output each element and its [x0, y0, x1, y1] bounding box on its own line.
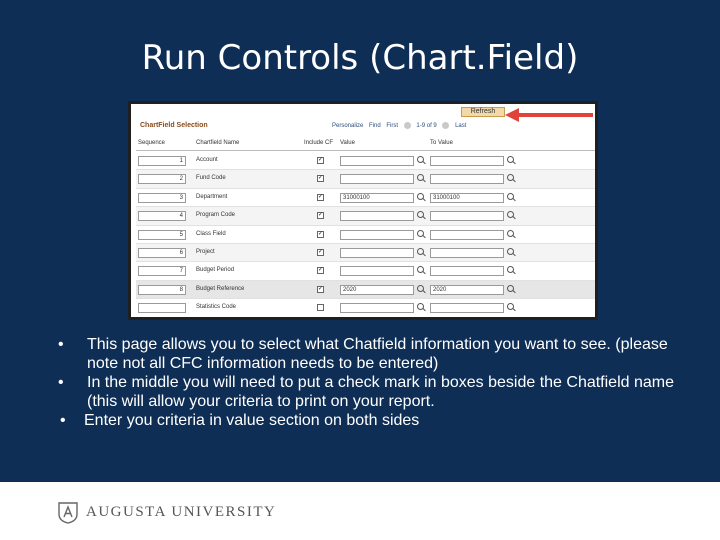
- value-input[interactable]: [340, 248, 414, 258]
- lookup-icon[interactable]: [417, 266, 426, 275]
- lookup-icon[interactable]: [417, 230, 426, 239]
- bullet-marker: •: [58, 336, 64, 353]
- next-arrow-icon[interactable]: [442, 122, 449, 129]
- lookup-icon[interactable]: [507, 266, 516, 275]
- chartfield-name: Statistics Code: [196, 304, 237, 311]
- footer: [0, 482, 720, 540]
- to-value-input[interactable]: [430, 266, 504, 276]
- prev-arrow-icon[interactable]: [404, 122, 411, 129]
- bullet-marker: •: [58, 374, 64, 391]
- chartfield-name: Class Field: [196, 230, 226, 237]
- slide-title: Run Controls (Chart.Field): [141, 38, 579, 78]
- to-value-input[interactable]: [430, 174, 504, 184]
- lookup-icon[interactable]: [507, 248, 516, 257]
- sequence-input[interactable]: [138, 303, 186, 313]
- lookup-icon[interactable]: [507, 211, 516, 220]
- table-row: [136, 170, 596, 188]
- sequence-input[interactable]: 2: [138, 174, 186, 184]
- lookup-icon[interactable]: [417, 193, 426, 202]
- lookup-icon[interactable]: [507, 193, 516, 202]
- col-sequence: Sequence: [138, 140, 166, 146]
- include-cf-checkbox[interactable]: ✓: [318, 248, 324, 255]
- sequence-input[interactable]: 6: [138, 248, 186, 258]
- sequence-input[interactable]: 4: [138, 211, 186, 221]
- table-row: [136, 152, 596, 170]
- bullet-text: This page allows you to select what Chatfield information you want to see. (please note not all CFC information needs to be entered): [87, 336, 668, 372]
- lookup-icon[interactable]: [417, 211, 426, 220]
- value-input[interactable]: [340, 174, 414, 184]
- bullet-item: [58, 335, 698, 373]
- chartfield-name: Fund Code: [196, 175, 226, 182]
- sequence-input[interactable]: 3: [138, 193, 186, 203]
- sequence-input[interactable]: 5: [138, 230, 186, 240]
- value-input[interactable]: [340, 230, 414, 240]
- sequence-input[interactable]: 8: [138, 285, 186, 295]
- chartfield-name: Program Code: [196, 212, 236, 219]
- refresh-button[interactable]: Refresh: [461, 107, 505, 117]
- bullet-text: Enter you criteria in value section on both sides: [84, 412, 420, 429]
- bullet-item: [58, 411, 698, 430]
- chartfield-rows: [136, 152, 596, 318]
- sequence-input[interactable]: 1: [138, 156, 186, 166]
- to-value-input[interactable]: [430, 211, 504, 221]
- chartfield-name: Project: [196, 248, 215, 255]
- value-input[interactable]: 2020: [340, 285, 414, 295]
- table-row: [136, 244, 596, 262]
- to-value-input[interactable]: 2020: [430, 285, 504, 295]
- include-cf-checkbox[interactable]: ✓: [318, 175, 324, 182]
- chartfield-name: Budget Reference: [196, 285, 245, 292]
- to-value-input[interactable]: [430, 248, 504, 258]
- university-logo-text: AUGUSTA UNIVERSITY: [86, 504, 277, 520]
- lookup-icon[interactable]: [507, 285, 516, 294]
- value-input[interactable]: [340, 211, 414, 221]
- lookup-icon[interactable]: [417, 303, 426, 312]
- col-chartfield-name: Chartfield Name: [196, 140, 240, 146]
- include-cf-checkbox[interactable]: ✓: [318, 212, 324, 219]
- include-cf-checkbox[interactable]: ✓: [318, 193, 324, 200]
- column-headers: [136, 137, 596, 151]
- col-include-cf: Include CF: [304, 140, 334, 146]
- personalize-link[interactable]: Personalize: [332, 123, 364, 130]
- include-cf-checkbox[interactable]: [317, 304, 324, 311]
- to-value-input[interactable]: [430, 303, 504, 313]
- value-input[interactable]: [340, 266, 414, 276]
- lookup-icon[interactable]: [417, 174, 426, 183]
- chartfield-name: Account: [196, 157, 218, 163]
- table-row: [136, 189, 596, 207]
- lookup-icon[interactable]: [507, 230, 516, 239]
- chartfield-name: Department: [196, 193, 228, 200]
- include-cf-checkbox[interactable]: ✓: [318, 285, 324, 292]
- table-row: [136, 281, 596, 299]
- bullet-list: [58, 335, 698, 430]
- grid-title: ChartField Selection: [140, 122, 208, 129]
- bullet-marker: •: [60, 412, 66, 429]
- chartfield-screenshot: [128, 101, 598, 320]
- table-row: [136, 299, 596, 317]
- include-cf-checkbox[interactable]: ✓: [318, 267, 324, 274]
- red-arrow-icon: [505, 108, 595, 122]
- augusta-university-shield-icon: [58, 502, 78, 524]
- to-value-input[interactable]: [430, 230, 504, 240]
- find-link[interactable]: Find: [369, 123, 381, 130]
- table-row: [136, 262, 596, 280]
- bullet-item: [58, 373, 698, 411]
- lookup-icon[interactable]: [507, 156, 516, 165]
- col-value: Value: [340, 140, 355, 146]
- to-value-input[interactable]: 31000100: [430, 193, 504, 203]
- lookup-icon[interactable]: [507, 174, 516, 183]
- col-to-value: To Value: [430, 140, 453, 146]
- lookup-icon[interactable]: [417, 285, 426, 294]
- include-cf-checkbox[interactable]: ✓: [318, 157, 324, 163]
- last-link[interactable]: Last: [455, 123, 467, 130]
- chartfield-name: Budget Period: [196, 267, 235, 274]
- table-row: [136, 226, 596, 244]
- value-input[interactable]: [340, 156, 414, 166]
- row-range: 1-9 of 9: [416, 123, 437, 130]
- to-value-input[interactable]: [430, 156, 504, 166]
- include-cf-checkbox[interactable]: ✓: [318, 230, 324, 237]
- sequence-input[interactable]: 7: [138, 266, 186, 276]
- first-link[interactable]: First: [386, 123, 399, 130]
- grid-navigation: [332, 122, 470, 129]
- value-input[interactable]: [340, 303, 414, 313]
- table-row: [136, 207, 596, 225]
- lookup-icon[interactable]: [417, 248, 426, 257]
- lookup-icon[interactable]: [417, 156, 426, 165]
- lookup-icon[interactable]: [507, 303, 516, 312]
- bullet-text: In the middle you will need to put a check mark in boxes beside the Chatfield name (this will allow your criteria to print on your report.: [87, 374, 674, 410]
- value-input[interactable]: 31000100: [340, 193, 414, 203]
